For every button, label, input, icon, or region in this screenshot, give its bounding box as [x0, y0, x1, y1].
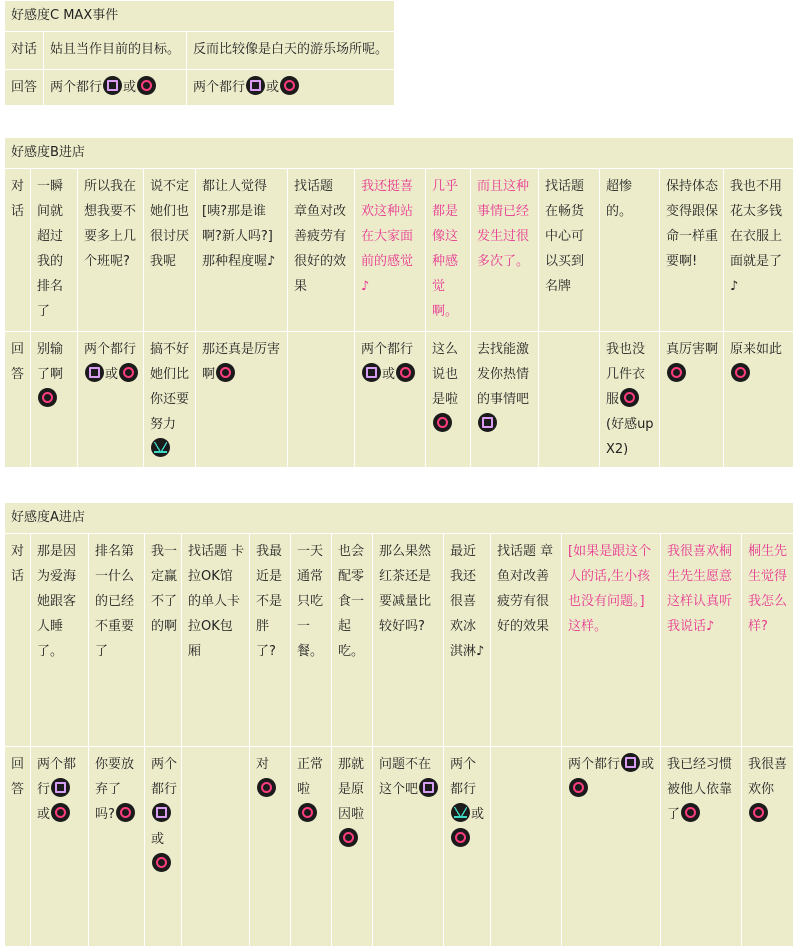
dialog-cell: 一瞬间就超过我的排名了	[31, 169, 78, 332]
triangle-button-icon	[151, 438, 170, 457]
answer-cell: 别输了啊	[31, 332, 78, 468]
table-affection-c-max	[4, 0, 395, 106]
circle-button-icon	[116, 803, 135, 822]
answer-cell: 两个都行或	[31, 747, 89, 947]
answer-cell	[288, 332, 355, 468]
circle-button-icon	[749, 803, 768, 822]
answer-cell	[539, 332, 600, 468]
dialog-cell: 我也不用花太多钱在衣服上面就是了♪	[724, 169, 794, 332]
answer-cell: 两个都行 或	[562, 747, 661, 947]
table-affection-b	[4, 137, 794, 468]
dialog-cell: 也会配零食一起吃。	[332, 534, 373, 747]
circle-button-icon	[257, 778, 276, 797]
dialog-cell: 排名第一什么的已经不重要了	[89, 534, 145, 747]
square-button-icon	[419, 778, 438, 797]
answer-cell: 搞不好她们比你还要努力	[144, 332, 196, 468]
dialog-cell: 我一定赢不了的啊	[145, 534, 182, 747]
circle-button-icon	[569, 778, 588, 797]
circle-button-icon	[280, 76, 299, 95]
dialog-cell: 找话题 在畅货中心可以买到名牌	[539, 169, 600, 332]
dialog-cell: 超惨的。	[600, 169, 660, 332]
dialog-cell: 都让人觉得[咦?那是谁啊?新人吗?]那种程度喔♪	[196, 169, 288, 332]
answer-cell: 两个都行或	[145, 747, 182, 947]
answer-cell: 对	[250, 747, 291, 947]
dialog-cell: 几乎都是像这种感觉啊。	[426, 169, 471, 332]
circle-button-icon	[451, 828, 470, 847]
table-affection-a	[4, 502, 794, 947]
dialog-cell: 反而比较像是白天的游乐场所呢。	[187, 32, 395, 70]
answer-cell: 你要放弃了吗?	[89, 747, 145, 947]
circle-button-icon	[433, 413, 452, 432]
answer-cell: 我已经习惯被他人依靠了	[661, 747, 742, 947]
answer-cell: 两个都行或	[444, 747, 491, 947]
circle-button-icon	[339, 828, 358, 847]
row-label-answer: 回答	[5, 332, 31, 468]
circle-button-icon	[137, 76, 156, 95]
answer-cell: 两个都行 或	[44, 70, 187, 106]
square-button-icon	[103, 76, 122, 95]
circle-button-icon	[38, 388, 57, 407]
triangle-button-icon	[451, 803, 470, 822]
answer-cell: 原来如此	[724, 332, 794, 468]
row-label-dialog: 对话	[5, 32, 44, 70]
square-button-icon	[478, 413, 497, 432]
row-label-dialog: 对话	[5, 169, 31, 332]
circle-button-icon	[731, 363, 750, 382]
dialog-cell: [如果是跟这个人的话,生小孩也没有问题。]这样。	[562, 534, 661, 747]
dialog-cell: 那是因为爱海她跟客人睡了。	[31, 534, 89, 747]
answer-cell: 那就是原因啦	[332, 747, 373, 947]
dialog-cell: 我很喜欢桐生先生愿意这样认真听我说话♪	[661, 534, 742, 747]
answer-cell	[182, 747, 250, 947]
affection-note: (好感upX2)	[606, 417, 654, 457]
row-label-answer: 回答	[5, 70, 44, 106]
circle-button-icon	[667, 363, 686, 382]
dialog-cell: 我还挺喜欢这种站在大家面前的感觉♪	[355, 169, 426, 332]
square-button-icon	[362, 363, 381, 382]
table-title: 好感度C MAX事件	[5, 1, 395, 32]
row-label-answer: 回答	[5, 747, 31, 947]
answer-cell	[491, 747, 562, 947]
dialog-cell: 最近我还很喜欢冰淇淋♪	[444, 534, 491, 747]
answer-cell: 正常啦	[291, 747, 332, 947]
square-button-icon	[85, 363, 104, 382]
square-button-icon	[152, 803, 171, 822]
circle-button-icon	[152, 853, 171, 872]
dialog-cell: 所以我在想我要不要多上几个班呢?	[78, 169, 144, 332]
answer-cell: 问题不在这个吧	[373, 747, 444, 947]
answer-cell: 两个都行 或	[187, 70, 395, 106]
square-button-icon	[51, 778, 70, 797]
square-button-icon	[246, 76, 265, 95]
dialog-cell: 而且这种事情已经发生过很多次了。	[471, 169, 539, 332]
answer-cell: 两个都行或	[78, 332, 144, 468]
dialog-cell: 我最近是不是胖了?	[250, 534, 291, 747]
answer-cell: 我很喜欢你	[742, 747, 794, 947]
table-title: 好感度A进店	[5, 503, 794, 534]
dialog-cell: 桐生先生觉得我怎么样?	[742, 534, 794, 747]
answer-cell: 真厉害啊	[660, 332, 724, 468]
dialog-cell: 找话题 卡拉OK馆的单人卡拉OK包厢	[182, 534, 250, 747]
row-label-dialog: 对话	[5, 534, 31, 747]
dialog-cell: 找话题 章鱼对改善疲劳有很好的效果	[288, 169, 355, 332]
answer-cell: 两个都行或	[355, 332, 426, 468]
circle-button-icon	[681, 803, 700, 822]
circle-button-icon	[51, 803, 70, 822]
dialog-cell: 一天通常只吃一餐。	[291, 534, 332, 747]
circle-button-icon	[216, 363, 235, 382]
answer-cell: 这么说也是啦	[426, 332, 471, 468]
dialog-cell: 说不定她们也很讨厌我呢	[144, 169, 196, 332]
square-button-icon	[621, 753, 640, 772]
dialog-cell: 姑且当作目前的目标。	[44, 32, 187, 70]
answer-cell: 去找能激发你热情的事情吧	[471, 332, 539, 468]
circle-button-icon	[396, 363, 415, 382]
dialog-cell: 找话题 章鱼对改善疲劳有很好的效果	[491, 534, 562, 747]
answer-cell: 那还真是厉害啊	[196, 332, 288, 468]
dialog-cell: 保持体态变得跟保命一样重要啊!	[660, 169, 724, 332]
answer-cell: 我也没几件衣服(好感upX2)	[600, 332, 660, 468]
circle-button-icon	[298, 803, 317, 822]
dialog-cell: 那么果然红茶还是要减量比较好吗?	[373, 534, 444, 747]
circle-button-icon	[620, 388, 639, 407]
circle-button-icon	[119, 363, 138, 382]
table-title: 好感度B进店	[5, 138, 794, 169]
